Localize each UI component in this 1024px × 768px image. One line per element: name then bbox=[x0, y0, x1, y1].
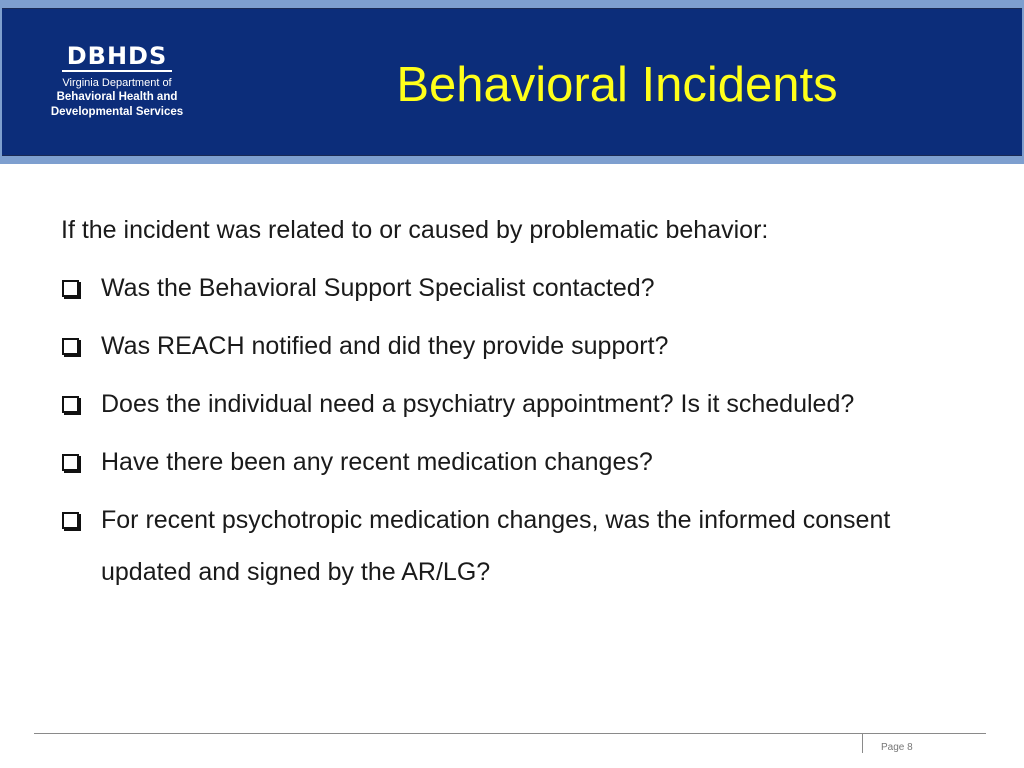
checklist-item-text: Does the individual need a psychiatry appointment? Is it scheduled? bbox=[101, 390, 855, 418]
checklist-item bbox=[61, 444, 981, 480]
slide-content bbox=[61, 212, 981, 620]
page-number: Page 8 bbox=[881, 742, 913, 753]
header-band bbox=[2, 8, 1022, 156]
checklist-item-text: Was the Behavioral Support Specialist contacted? bbox=[101, 274, 655, 302]
slide-header bbox=[0, 0, 1024, 164]
checklist-item-text: Have there been any recent medication changes? bbox=[101, 448, 653, 476]
checkbox-icon bbox=[62, 280, 79, 297]
checklist-item bbox=[61, 328, 981, 364]
checkbox-icon bbox=[62, 454, 79, 471]
checklist-item bbox=[61, 386, 981, 422]
logo-underline bbox=[62, 70, 172, 72]
logo-line-3: Developmental Services bbox=[50, 106, 184, 118]
dbhds-logo bbox=[40, 43, 194, 120]
footer-divider bbox=[34, 733, 986, 734]
logo-title: DBHDS bbox=[66, 42, 168, 70]
footer-tick bbox=[862, 733, 863, 753]
checklist-item bbox=[61, 270, 981, 306]
logo-line-1: Virginia Department of bbox=[62, 77, 172, 89]
checklist-item bbox=[61, 494, 921, 598]
slide-title: Behavioral Incidents bbox=[396, 58, 838, 112]
checkbox-icon bbox=[62, 396, 79, 413]
checkbox-icon bbox=[62, 338, 79, 355]
checklist-item-text: Was REACH notified and did they provide support? bbox=[101, 332, 669, 360]
logo-line-2: Behavioral Health and bbox=[56, 91, 178, 103]
intro-text: If the incident was related to or caused by problematic behavior: bbox=[61, 216, 769, 244]
checklist-item-text: For recent psychotropic medication changes, was the informed consent updated and signed by the AR/LG? bbox=[101, 506, 891, 586]
checkbox-icon bbox=[62, 512, 79, 529]
